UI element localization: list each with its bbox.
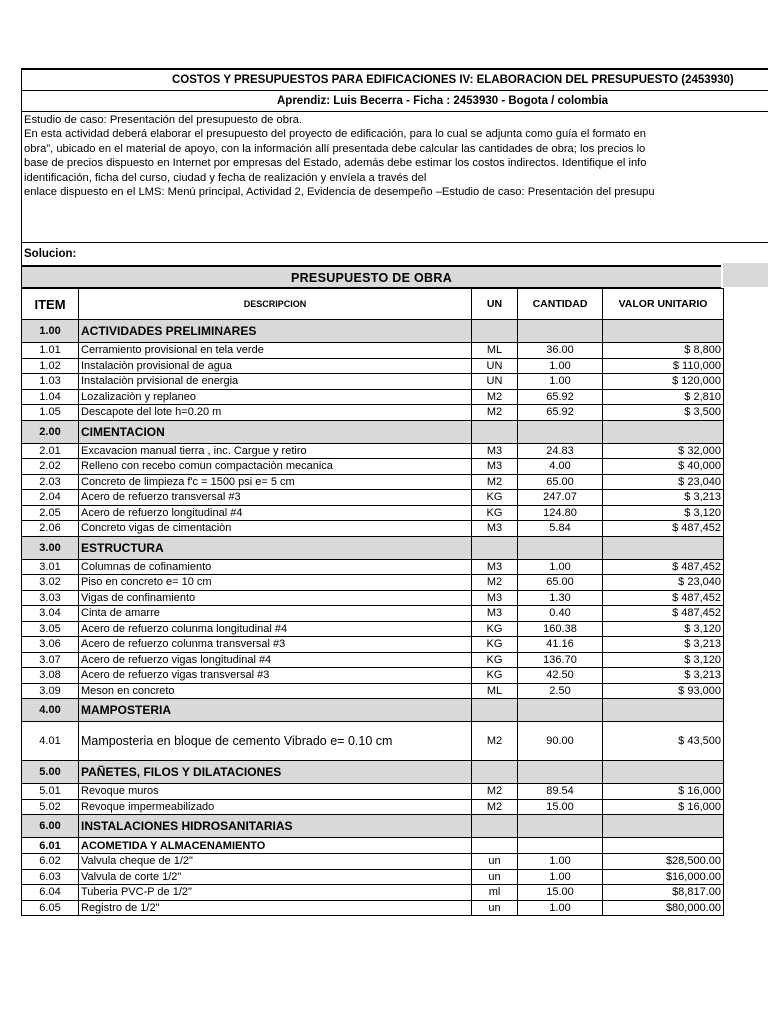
item-cell: 3.07 — [22, 652, 79, 668]
unit-price-cell: $ 8,800 — [603, 343, 724, 359]
unit-cell: M2 — [472, 474, 518, 490]
item-cell: 1.03 — [22, 374, 79, 390]
unit-price-cell: $ 3,500 — [603, 405, 724, 421]
quantity-cell: 15.00 — [518, 885, 603, 901]
item-cell: 6.05 — [22, 900, 79, 916]
table-header-row — [22, 289, 724, 320]
intro-line: Estudio de caso: Presentación del presupuesto de obra. — [24, 114, 303, 126]
item-cell: 6.02 — [22, 854, 79, 870]
quantity-cell: 41.16 — [518, 637, 603, 653]
item-cell: 4.00 — [22, 699, 79, 722]
unit-price-cell: $ 110,000 — [603, 358, 724, 374]
unit-cell: M2 — [472, 389, 518, 405]
description-cell: Acero de refuerzo colunma transversal #3 — [79, 637, 472, 653]
item-cell: 3.03 — [22, 590, 79, 606]
description-cell: Cerramiento provisional en tela verde — [79, 343, 472, 359]
unit-price-cell: $ 43,500 — [603, 722, 724, 761]
item-cell: 2.00 — [22, 420, 79, 443]
sheet-title: COSTOS Y PRESUPUESTOS PARA EDIFICACIONES IV: ELABORACION DEL PRESUPUESTO (2453930) — [21, 68, 768, 91]
intro-line: En esta actividad deberá elaborar el presupuesto del proyecto de edificación, para lo cual se adjunta como guía el formato en — [24, 128, 646, 141]
item-cell: 3.01 — [22, 559, 79, 575]
quantity-cell: 65.92 — [518, 405, 603, 421]
quantity-cell: 65.00 — [518, 575, 603, 591]
description-cell: Descapote del lote h=0.20 m — [79, 405, 472, 421]
unit-price-cell: $ 3,213 — [603, 668, 724, 684]
quantity-cell: 1.00 — [518, 854, 603, 870]
item-cell: 4.01 — [22, 722, 79, 761]
item-cell: 5.01 — [22, 784, 79, 800]
unit-price-cell — [603, 761, 724, 784]
unit-cell: un — [472, 854, 518, 870]
table-row — [22, 590, 724, 606]
unit-price-cell: $ 16,000 — [603, 784, 724, 800]
quantity-cell: 1.00 — [518, 358, 603, 374]
table-row — [22, 343, 724, 359]
item-cell: 3.00 — [22, 536, 79, 559]
description-cell: CIMENTACION — [79, 420, 472, 443]
quantity-cell: 124.80 — [518, 505, 603, 521]
description-cell: ACTIVIDADES PRELIMINARES — [79, 320, 472, 343]
table-row — [22, 575, 724, 591]
quantity-cell: 24.83 — [518, 443, 603, 459]
table-row — [22, 668, 724, 684]
description-cell: Concreto vigas de cimentaciòn — [79, 521, 472, 537]
table-row — [22, 358, 724, 374]
description-cell: Revoque impermeabilizado — [79, 799, 472, 815]
col-header-item: ITEM — [22, 289, 79, 320]
unit-cell: M2 — [472, 405, 518, 421]
quantity-cell — [518, 320, 603, 343]
unit-cell: M3 — [472, 459, 518, 475]
description-cell: Valvula cheque de 1/2" — [79, 854, 472, 870]
description-cell: Excavacion manual tierra , inc. Cargue y retiro — [79, 443, 472, 459]
table-row — [22, 722, 724, 761]
item-cell: 2.06 — [22, 521, 79, 537]
unit-price-cell: $ 3,120 — [603, 621, 724, 637]
item-cell: 1.02 — [22, 358, 79, 374]
table-row — [22, 389, 724, 405]
description-cell: Acero de refuerzo transversal #3 — [79, 490, 472, 506]
description-cell: Relleno con recebo comun compactaciòn mecanica — [79, 459, 472, 475]
item-cell: 1.00 — [22, 320, 79, 343]
unit-cell: KG — [472, 668, 518, 684]
description-cell: Piso en concreto e= 10 cm — [79, 575, 472, 591]
quantity-cell: 136.70 — [518, 652, 603, 668]
unit-price-cell: $16,000.00 — [603, 869, 724, 885]
table-row — [22, 559, 724, 575]
table-row — [22, 521, 724, 537]
solution-label: Solucion: — [21, 242, 768, 265]
table-row — [22, 505, 724, 521]
intro-line: obra”, ubicado en el material de apoyo, con la información allí presentada debe calcular las cantidades de obra; los precios lo — [24, 142, 646, 155]
unit-cell — [472, 699, 518, 722]
unit-price-cell: $ 487,452 — [603, 521, 724, 537]
category-row — [22, 815, 724, 838]
table-row — [22, 459, 724, 475]
item-cell: 2.01 — [22, 443, 79, 459]
unit-price-cell: $ 93,000 — [603, 683, 724, 699]
unit-cell — [472, 815, 518, 838]
unit-cell: M2 — [472, 575, 518, 591]
quantity-cell: 1.30 — [518, 590, 603, 606]
item-cell: 5.00 — [22, 761, 79, 784]
description-cell: Revoque muros — [79, 784, 472, 800]
unit-price-cell: $ 487,452 — [603, 606, 724, 622]
description-cell: Vigas de confinamiento — [79, 590, 472, 606]
unit-cell: KG — [472, 652, 518, 668]
quantity-cell — [518, 699, 603, 722]
col-header-unit: UN — [472, 289, 518, 320]
unit-cell: un — [472, 900, 518, 916]
col-header-quantity: CANTIDAD — [518, 289, 603, 320]
description-cell: Columnas de cofinamiento — [79, 559, 472, 575]
unit-cell: M3 — [472, 590, 518, 606]
unit-cell — [472, 420, 518, 443]
unit-cell: KG — [472, 490, 518, 506]
unit-cell: ML — [472, 343, 518, 359]
description-cell: INSTALACIONES HIDROSANITARIAS — [79, 815, 472, 838]
gray-cell-fill — [723, 263, 768, 287]
item-cell: 3.09 — [22, 683, 79, 699]
description-cell: Lozalizaciòn y replaneo — [79, 389, 472, 405]
description-cell: ESTRUCTURA — [79, 536, 472, 559]
unit-price-cell: $28,500.00 — [603, 854, 724, 870]
quantity-cell — [518, 420, 603, 443]
unit-price-cell: $ 32,000 — [603, 443, 724, 459]
item-cell: 3.02 — [22, 575, 79, 591]
item-cell: 6.04 — [22, 885, 79, 901]
quantity-cell: 5.84 — [518, 521, 603, 537]
unit-cell: M2 — [472, 799, 518, 815]
table-row — [22, 683, 724, 699]
description-cell: MAMPOSTERIA — [79, 699, 472, 722]
category-row — [22, 699, 724, 722]
unit-cell: UN — [472, 358, 518, 374]
quantity-cell: 247.07 — [518, 490, 603, 506]
quantity-cell: 160.38 — [518, 621, 603, 637]
description-cell: Instalaciòn provisional de agua — [79, 358, 472, 374]
table-row — [22, 606, 724, 622]
unit-cell: KG — [472, 505, 518, 521]
unit-price-cell: $ 2,810 — [603, 389, 724, 405]
unit-cell — [472, 320, 518, 343]
unit-price-cell: $ 487,452 — [603, 590, 724, 606]
item-cell: 1.01 — [22, 343, 79, 359]
table-row — [22, 799, 724, 815]
quantity-cell: 4.00 — [518, 459, 603, 475]
item-cell: 2.02 — [22, 459, 79, 475]
table-row — [22, 854, 724, 870]
quantity-cell: 1.00 — [518, 900, 603, 916]
description-cell: Meson en concreto — [79, 683, 472, 699]
description-cell: Valvula de corte 1/2" — [79, 869, 472, 885]
unit-price-cell: $ 40,000 — [603, 459, 724, 475]
quantity-cell: 89.54 — [518, 784, 603, 800]
table-row — [22, 405, 724, 421]
table-row — [22, 869, 724, 885]
quantity-cell: 0.40 — [518, 606, 603, 622]
quantity-cell: 2.50 — [518, 683, 603, 699]
unit-price-cell: $ 3,213 — [603, 637, 724, 653]
description-cell: Concreto de limpieza f'c = 1500 psi e= 5 cm — [79, 474, 472, 490]
unit-price-cell: $ 3,213 — [603, 490, 724, 506]
quantity-cell: 1.00 — [518, 869, 603, 885]
intro-line: base de precios dispuesto en Internet por empresas del Estado, además debe estimar los costos indirectos. Identifique el info — [24, 157, 647, 170]
unit-price-cell — [603, 420, 724, 443]
spreadsheet — [21, 68, 768, 916]
item-cell: 6.00 — [22, 815, 79, 838]
case-description — [21, 112, 768, 242]
unit-cell: ML — [472, 683, 518, 699]
unit-price-cell: $ 16,000 — [603, 799, 724, 815]
description-cell: Acero de refuerzo longitudinal #4 — [79, 505, 472, 521]
table-row — [22, 490, 724, 506]
unit-price-cell: $ 23,040 — [603, 474, 724, 490]
intro-line: identificación, ficha del curso, ciudad y fecha de realización y envíela a través del — [24, 171, 427, 184]
unit-cell: M2 — [472, 784, 518, 800]
description-cell: ACOMETIDA Y ALMACENAMIENTO — [79, 838, 472, 854]
quantity-cell: 65.00 — [518, 474, 603, 490]
quantity-cell: 42.50 — [518, 668, 603, 684]
description-cell: Mamposteria en bloque de cemento Vibrado e= 0.10 cm — [79, 722, 472, 761]
quantity-cell — [518, 761, 603, 784]
item-cell: 3.04 — [22, 606, 79, 622]
budget-title: PRESUPUESTO DE OBRA — [21, 265, 721, 288]
item-cell: 2.04 — [22, 490, 79, 506]
unit-price-cell: $ 487,452 — [603, 559, 724, 575]
item-cell: 6.01 — [22, 838, 79, 854]
unit-cell: M2 — [472, 722, 518, 761]
quantity-cell: 15.00 — [518, 799, 603, 815]
unit-cell — [472, 536, 518, 559]
description-cell: Acero de refuerzo vigas transversal #3 — [79, 668, 472, 684]
unit-cell: KG — [472, 621, 518, 637]
sheet-subtitle: Aprendiz: Luis Becerra - Ficha : 2453930 - Bogota / colombia — [21, 91, 768, 112]
unit-price-cell: $ 3,120 — [603, 505, 724, 521]
intro-line: enlace dispuesto en el LMS: Menú principal, Actividad 2, Evidencia de desempeño –Estudio de caso: Presentación del presupu — [24, 186, 655, 199]
quantity-cell: 36.00 — [518, 343, 603, 359]
description-cell: Acero de refuerzo colunma longitudinal #4 — [79, 621, 472, 637]
unit-price-cell: $ 3,120 — [603, 652, 724, 668]
table-row — [22, 443, 724, 459]
unit-price-cell — [603, 320, 724, 343]
col-header-unit-price: VALOR UNITARIO — [603, 289, 724, 320]
unit-cell: KG — [472, 637, 518, 653]
description-cell: PAÑETES, FILOS Y DILATACIONES — [79, 761, 472, 784]
item-cell: 3.06 — [22, 637, 79, 653]
unit-price-cell: $ 23,040 — [603, 575, 724, 591]
table-row — [22, 621, 724, 637]
unit-cell: M3 — [472, 559, 518, 575]
table-row — [22, 784, 724, 800]
unit-price-cell — [603, 815, 724, 838]
unit-price-cell: $80,000.00 — [603, 900, 724, 916]
unit-price-cell — [603, 838, 724, 854]
description-cell: Tuberia PVC-P de 1/2" — [79, 885, 472, 901]
category-row — [22, 536, 724, 559]
table-row — [22, 637, 724, 653]
quantity-cell: 65.92 — [518, 389, 603, 405]
unit-cell — [472, 761, 518, 784]
unit-price-cell: $ 120,000 — [603, 374, 724, 390]
unit-cell — [472, 838, 518, 854]
quantity-cell: 90.00 — [518, 722, 603, 761]
item-cell: 3.05 — [22, 621, 79, 637]
item-cell: 6.03 — [22, 869, 79, 885]
quantity-cell — [518, 536, 603, 559]
table-row — [22, 885, 724, 901]
table-row — [22, 474, 724, 490]
unit-price-cell — [603, 536, 724, 559]
category-row — [22, 320, 724, 343]
item-cell: 1.05 — [22, 405, 79, 421]
unit-cell: ml — [472, 885, 518, 901]
unit-cell: UN — [472, 374, 518, 390]
unit-cell: M3 — [472, 521, 518, 537]
item-cell: 2.05 — [22, 505, 79, 521]
quantity-cell: 1.00 — [518, 559, 603, 575]
item-cell: 3.08 — [22, 668, 79, 684]
description-cell: Registro de 1/2" — [79, 900, 472, 916]
subcategory-row — [22, 838, 724, 854]
quantity-cell — [518, 815, 603, 838]
item-cell: 1.04 — [22, 389, 79, 405]
col-header-description: DESCRIPCION — [79, 289, 472, 320]
unit-cell: un — [472, 869, 518, 885]
item-cell: 5.02 — [22, 799, 79, 815]
budget-table — [21, 288, 724, 916]
unit-price-cell — [603, 699, 724, 722]
category-row — [22, 761, 724, 784]
item-cell: 2.03 — [22, 474, 79, 490]
description-cell: Instalaciòn prvisional de energia — [79, 374, 472, 390]
unit-price-cell: $8,817.00 — [603, 885, 724, 901]
quantity-cell: 1.00 — [518, 374, 603, 390]
quantity-cell — [518, 838, 603, 854]
description-cell: Cinta de amarre — [79, 606, 472, 622]
table-row — [22, 652, 724, 668]
category-row — [22, 420, 724, 443]
table-row — [22, 374, 724, 390]
table-row — [22, 900, 724, 916]
unit-cell: M3 — [472, 606, 518, 622]
description-cell: Acero de refuerzo vigas longitudinal #4 — [79, 652, 472, 668]
unit-cell: M3 — [472, 443, 518, 459]
